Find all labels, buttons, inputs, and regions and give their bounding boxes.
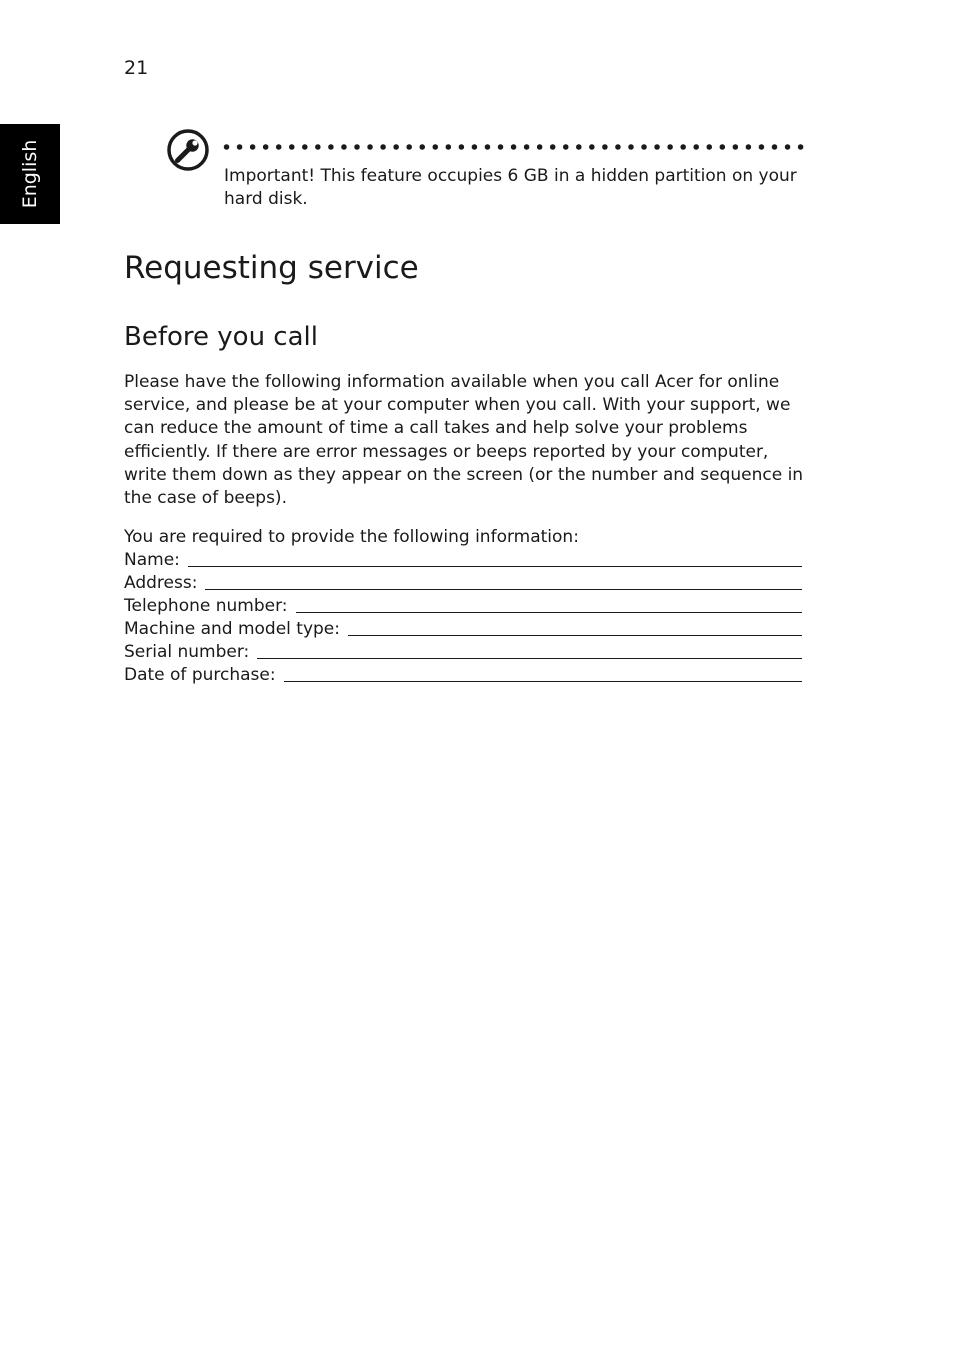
form-row-telephone: [124, 595, 802, 618]
form-label-purchase-date: Date of purchase:: [124, 665, 276, 685]
form-row-purchase-date: [124, 664, 802, 687]
important-text: This feature occupies 6 GB in a hidden partition on your hard disk.: [224, 166, 797, 209]
note-divider: [220, 144, 806, 150]
form-row-name: [124, 549, 802, 572]
important-note: [224, 165, 804, 211]
section-title: Requesting service: [124, 250, 419, 286]
form-label-machine-model: Machine and model type:: [124, 619, 340, 639]
form-line-serial: [257, 658, 802, 659]
form-row-address: [124, 572, 802, 595]
intro-paragraph: Please have the following information available when you call Acer for online service, and please be at your computer when you call. With your support, we can reduce the amount of time a call takes and help solve your problems efficiently. If there are error messages or beeps reported by your computer, write them down as they appear on the screen (or the number and sequence in the case of beeps).: [124, 372, 804, 509]
form-label-address: Address:: [124, 573, 198, 593]
form-line-purchase-date: [284, 681, 802, 682]
language-tab: [0, 124, 60, 224]
requirement-text: You are required to provide the following information:: [124, 527, 579, 547]
form-line-name: [188, 566, 802, 567]
form-line-machine-model: [348, 635, 802, 636]
form-label-serial: Serial number:: [124, 642, 250, 662]
info-form: [124, 549, 802, 687]
page-number: 21: [124, 57, 149, 79]
form-row-serial: [124, 641, 802, 664]
language-tab-label: English: [19, 139, 41, 209]
form-row-machine-model: [124, 618, 802, 641]
section-subtitle: Before you call: [124, 322, 318, 352]
important-label: Important!: [224, 166, 316, 186]
wrench-icon: [166, 128, 210, 172]
form-line-address: [205, 589, 802, 590]
form-line-telephone: [296, 612, 802, 613]
form-label-name: Name:: [124, 550, 180, 570]
form-label-telephone: Telephone number:: [124, 596, 288, 616]
